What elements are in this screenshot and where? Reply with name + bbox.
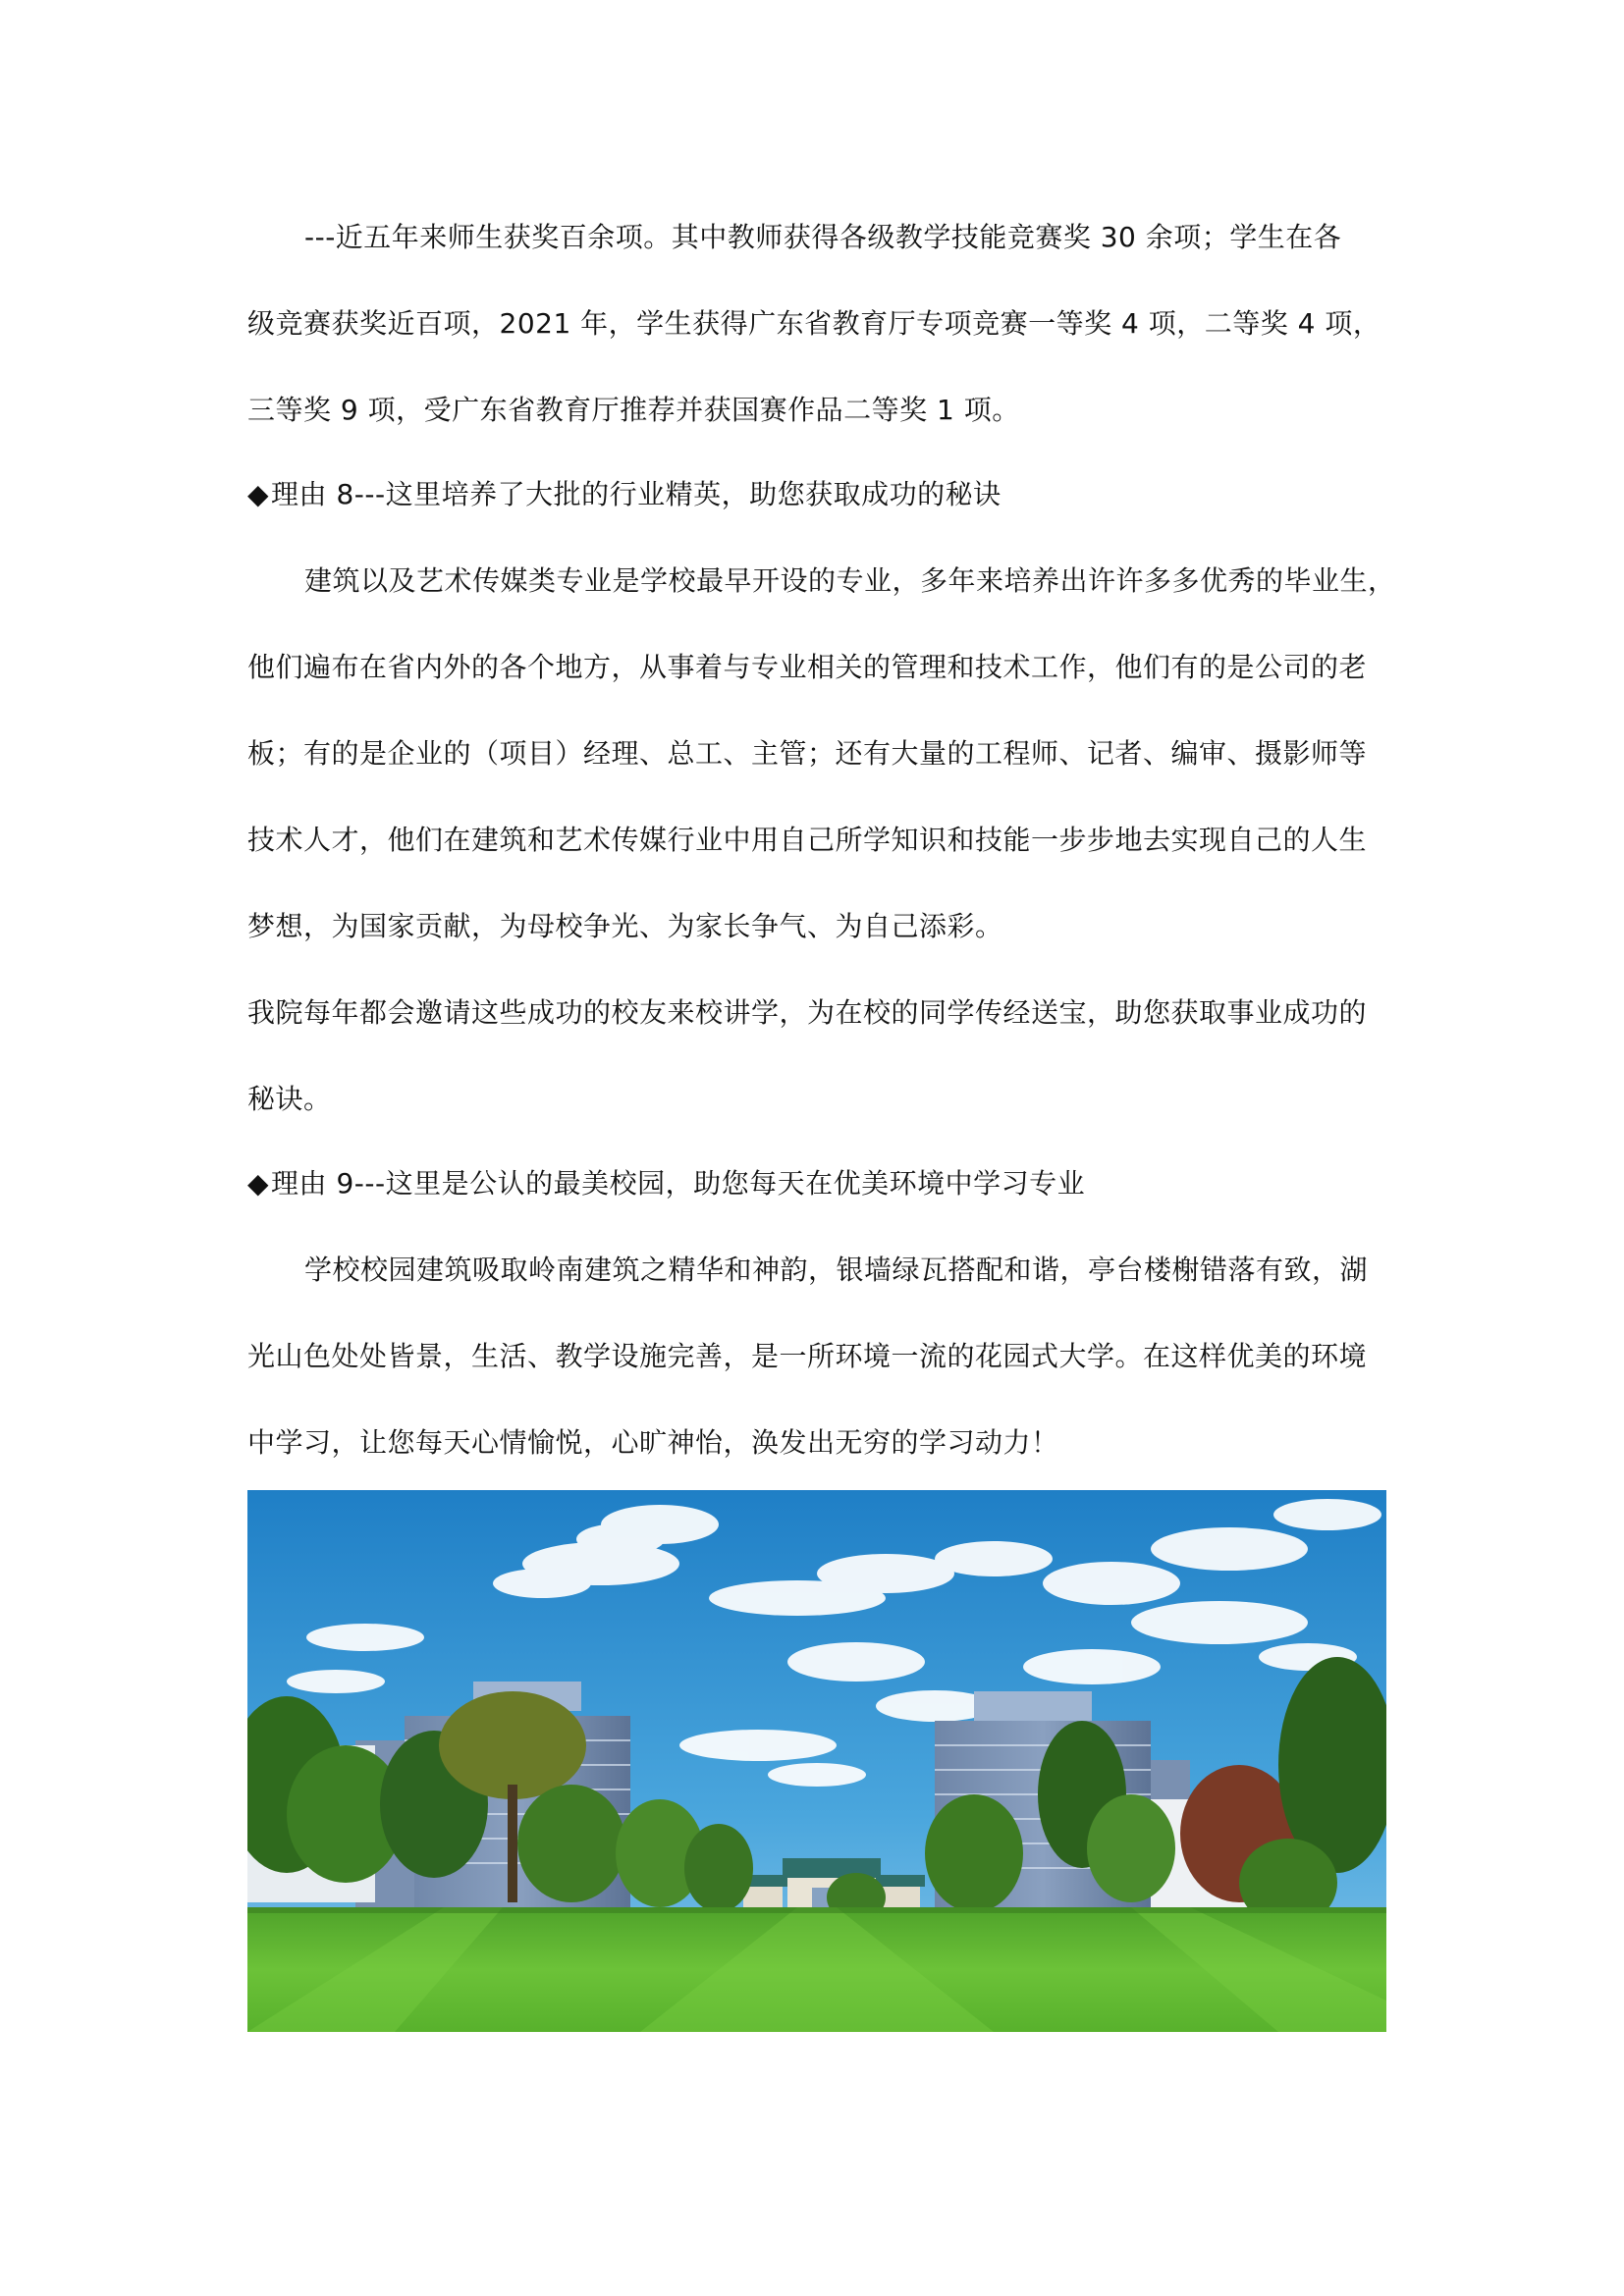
- paragraph-awards-line-1: ---近五年来师生获奖百余项。其中教师获得各级教学技能竞赛奖 30 余项；学生在各: [304, 221, 1342, 253]
- paragraph-alumni-line-2: 他们遍布在省内外的各个地方，从事着与专业相关的管理和技术工作，他们有的是公司的老: [247, 651, 1368, 683]
- heading-reason-9: [247, 1164, 1386, 1203]
- paragraph-awards-line-2: 级竞赛获奖近百项，2021 年，学生获得广东省教育厅专项竞赛一等奖 4 项，二等奖 4 项，: [247, 307, 1381, 340]
- paragraph-campus-line-1: 学校校园建筑吸取岭南建筑之精华和神韵，银墙绿瓦搭配和谐，亭台楼榭错落有致，湖: [304, 1254, 1369, 1286]
- paragraph-campus-line-2: 光山色处处皆景，生活、教学设施完善，是一所环境一流的花园式大学。在这样优美的环境: [247, 1340, 1368, 1372]
- heading-reason-8: [247, 475, 1386, 514]
- campus-illustration: [247, 1490, 1386, 2032]
- paragraph-lectures-line-2: 秘诀。: [247, 1083, 332, 1115]
- paragraph-alumni-line-4: 技术人才，他们在建筑和艺术传媒行业中用自己所学知识和技能一步步地去实现自己的人生: [247, 824, 1368, 856]
- heading-reason-8-text: 理由 8---这里培养了大批的行业精英，助您获取成功的秘诀: [271, 478, 1001, 510]
- paragraph-alumni-line-5: 梦想，为国家贡献，为母校争光、为家长争气、为自己添彩。: [247, 910, 1003, 942]
- paragraph-alumni-line-1: 建筑以及艺术传媒类专业是学校最早开设的专业，多年来培养出许许多多优秀的毕业生，: [304, 564, 1396, 597]
- campus-photo: [247, 1490, 1386, 2032]
- paragraph-campus-line-3: 中学习，让您每天心情愉悦，心旷神怡，涣发出无穷的学习动力！: [247, 1426, 1059, 1459]
- heading-reason-9-text: 理由 9---这里是公认的最美校园，助您每天在优美环境中学习专业: [271, 1167, 1086, 1200]
- paragraph-awards-line-3: 三等奖 9 项，受广东省教育厅推荐并获国赛作品二等奖 1 项。: [247, 394, 1020, 426]
- diamond-bullet-icon: ◆: [247, 478, 270, 510]
- paragraph-alumni-line-3: 板；有的是企业的（项目）经理、总工、主管；还有大量的工程师、记者、编审、摄影师等: [247, 737, 1368, 770]
- diamond-bullet-icon: ◆: [247, 1167, 270, 1200]
- paragraph-lectures-line-1: 我院每年都会邀请这些成功的校友来校讲学，为在校的同学传经送宝，助您获取事业成功的: [247, 996, 1368, 1029]
